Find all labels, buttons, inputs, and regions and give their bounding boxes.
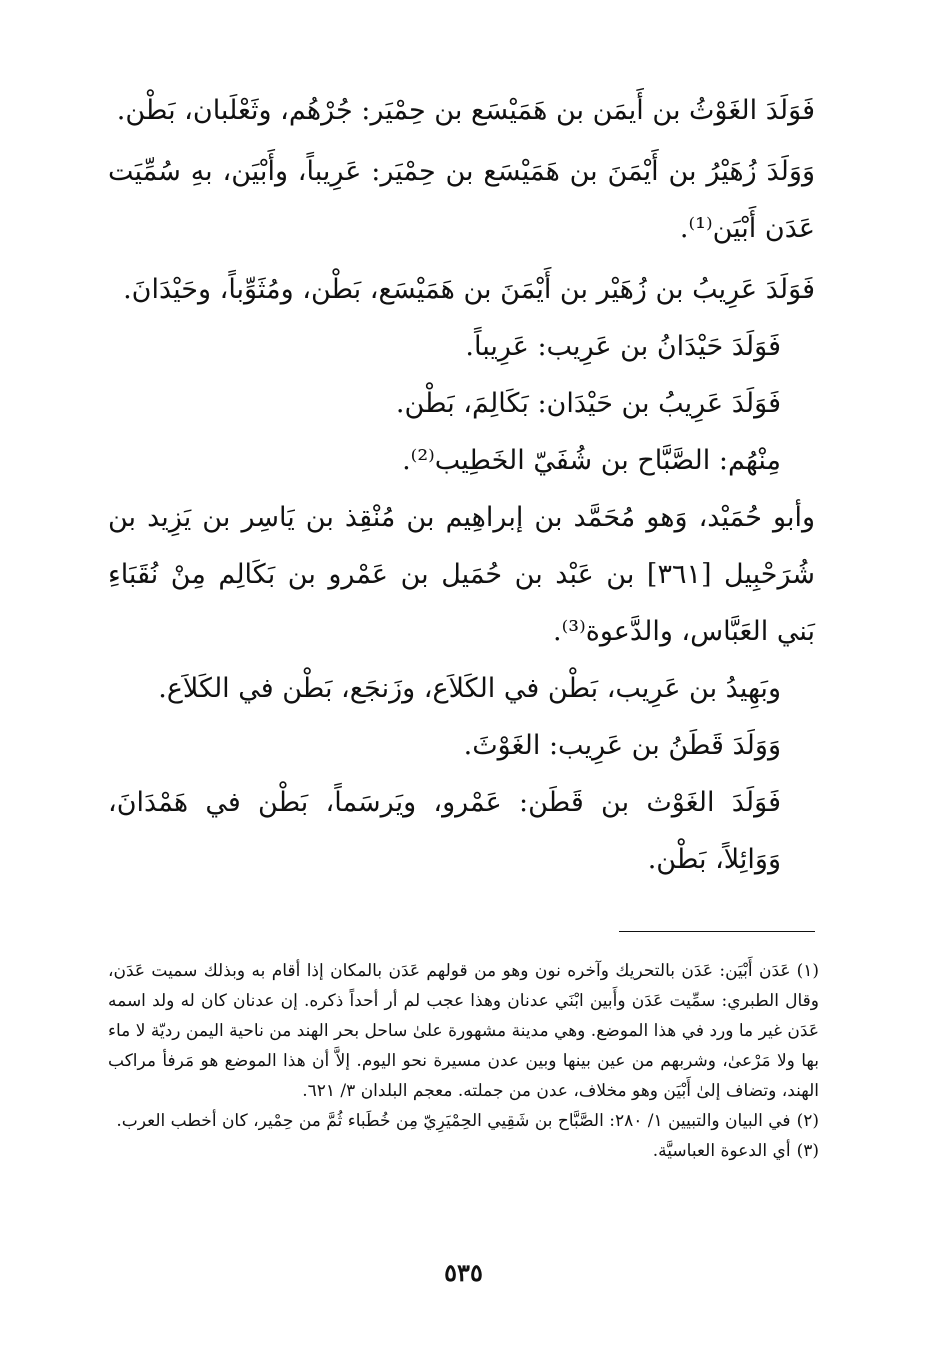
footnotes	[108, 956, 819, 1166]
page-number: ٥٣٥	[444, 1258, 483, 1287]
footnote-number: (٢)	[796, 1111, 819, 1131]
paragraph-2: وَوَلَدَ زُهَيْرُ بن أَيْمَنَ بن هَمَيْسَع بن حِمْيَر: عَرِيباً، وأَبْيَن، بهِ سُمِّيَت عَدَن أَبْيَن⁽¹⁾.	[108, 156, 815, 244]
paragraph-10: فَوَلَدَ الغَوْث بن قَطَن: عَمْرو، ويَرسَماً، بَطْن في هَمْدَانَ، وَوَائِلاً، بَطْن.	[108, 787, 781, 875]
paragraph-8: وبَهِيدُ بن عَرِيب، بَطْن في الكَلاَع، وزَنجَع، بَطْن في الكَلاَع.	[158, 673, 781, 704]
footnote-2	[108, 1106, 819, 1136]
footnote-text: عَدَن أَبْيَن: عَدَن بالتحريك وآخره نون وهو من قولهم عَدَن بالمكان إذا أقام به وبذلك سميت عَدَن، وقال الطبري: سمِّيت عَدَن وأَبين ابْنَي عدنان وهذا عجب لم أر أحداً ذكره. إن عدنان كان له ولد اسمه عَدَن غير ما ورد في هذا الموضع. وهي مدينة مشهورة علىٰ ساحل بحر الهند من ناحية اليمن رديّة لا ماء بها ولا مَرْعىٰ، وشربهم من عين بينها وبين عدن مسيرة نحو اليوم. إلاَّ أن هذا الموضع هو مَرفأ مراكب الهند، وتضاف إلىٰ أَبْيَن وهو مخلاف، عدن من جملته. معجم البلدان ٣/ ٦٢١.	[108, 961, 819, 1101]
footnote-text: في البيان والتبيين ١/ ٢٨٠: الصَّبَّاح بن شَقِيي الحِمْيَرِيّ مِن خُطَباء ثُمَّ من حِمْير، كان أخطب العرب.	[116, 1111, 791, 1131]
footnote-text: أي الدعوة العباسيَّة.	[652, 1141, 791, 1161]
footnote-divider	[619, 931, 815, 932]
footnote-number: (٣)	[796, 1141, 819, 1161]
paragraph-4: فَوَلَدَ حَيْدَانُ بن عَرِيب: عَرِيباً.	[465, 331, 781, 362]
footnote-number: (١)	[796, 961, 819, 981]
paragraph-5: فَوَلَدَ عَرِيبُ بن حَيْدَان: بَكَالِمَ، بَطْن.	[395, 388, 781, 419]
footnote-1	[108, 956, 819, 1106]
paragraph-1: فَوَلَدَ الغَوْثُ بن أَيمَن بن هَمَيْسَع بن حِمْيَر: جُرْهُم، وثَعْلَبان، بَطْن.	[116, 95, 815, 126]
main-text	[108, 82, 815, 888]
paragraph-9: وَوَلَدَ قَطَنُ بن عَرِيب: الغَوْثَ.	[463, 730, 781, 761]
paragraph-6: مِنْهُم: الصَّبَّاح بن شُفَيّ الخَطِيب⁽²⁾.	[402, 445, 781, 476]
footnote-3	[108, 1136, 819, 1166]
paragraph-3: فَوَلَدَ عَرِيبُ بن زُهَيْر بن أَيْمَنَ بن هَمَيْسَع، بَطْن، ومُثَوِّباً، وحَيْدَانَ.	[123, 274, 815, 305]
paragraph-7: وأبو حُمَيْد، وَهو مُحَمَّد بن إبراهِيم بن مُنْقِذ بن يَاسِر بن يَزِيد بن شُرَحْبِيل [٣٦١] بن عَبْد بن حُمَيل بن عَمْرو بن بَكَالِم مِنْ نُقَبَاءِ بَني العَبَّاس، والدَّعوة⁽³⁾.	[108, 502, 815, 647]
